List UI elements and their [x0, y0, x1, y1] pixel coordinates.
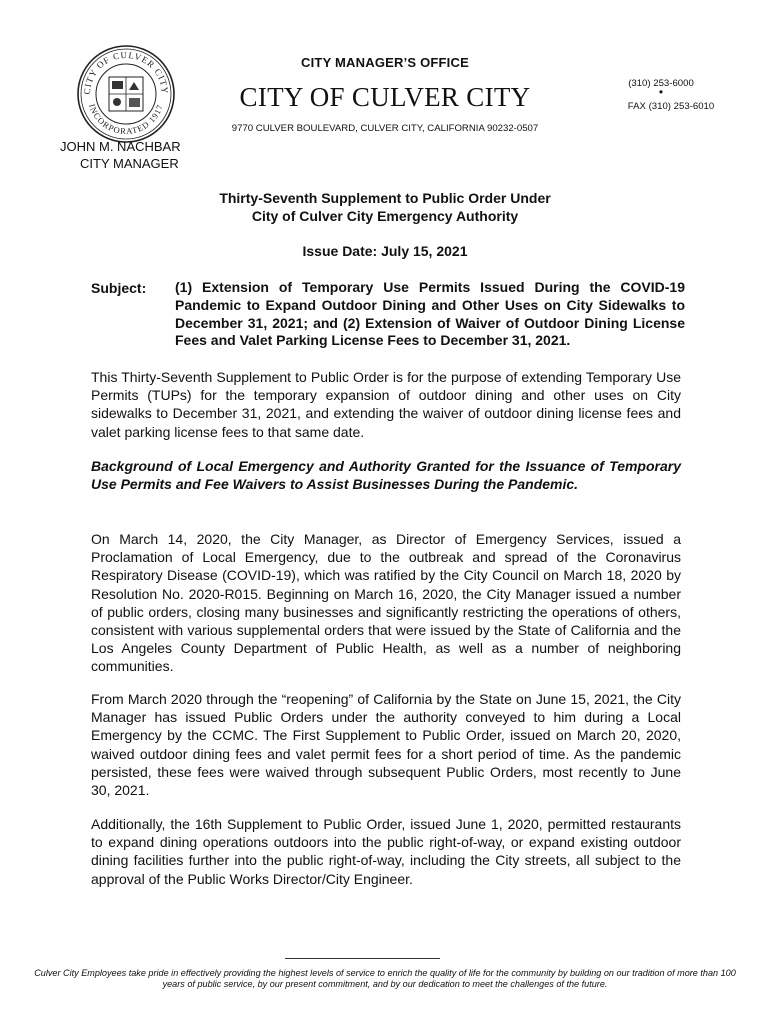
seal-text-top: CITY OF CULVER CITY [81, 49, 171, 95]
city-name: CITY OF CULVER CITY [239, 82, 531, 112]
subject-label: Subject: [91, 280, 147, 296]
paragraph-purpose: This Thirty-Seventh Supplement to Public Order is for the purpose of extending Temporary Use Permits (TUPs) for the temporary expansion of outdoor dining and other uses on City sidewalks to December 31, 2021, and extending the waiver of outdoor dining license fees and valet parking license fees to that same date. [91, 369, 681, 440]
issue-date: Issue Date: July 15, 2021 [302, 243, 468, 259]
subject-text: (1) Extension of Temporary Use Permits Issued During the COVID-19 Pandemic to Expand Outdoor Dining and Other Uses on City Sidewalks to December 31, 2021; and (2) Extension of Waiver of Outdoor Dining License Fees and Valet Parking License Fees to December 31, 2021. [175, 279, 685, 349]
footer-divider [285, 958, 440, 959]
paragraph-reopening: From March 2020 through the “reopening” of California by the State on June 15, 2021, the City Manager has issued Public Orders under the authority conveyed to him during a Local Emergency by the CCMC. The First Supplement to Public Order, issued on March 20, 2020, waived outdoor dining fees and valet permit fees for a short period of time. As the pandemic persisted, these fees were waived through subsequent Public Orders, most recently to June 30, 2021. [91, 691, 681, 799]
city-address: 9770 CULVER BOULEVARD, CULVER CITY, CALIFORNIA 90232-0507 [231, 123, 539, 134]
fax-number: FAX (310) 253-6010 [627, 101, 715, 112]
title-line-2: City of Culver City Emergency Authority [251, 208, 519, 224]
city-seal-icon [76, 44, 176, 144]
contact-separator: • [658, 85, 664, 99]
office-name: CITY MANAGER’S OFFICE [301, 55, 469, 70]
document-title [90, 189, 680, 225]
section-heading: Background of Local Emergency and Authority Granted for the Issuance of Temporary Use Permits and Fee Waivers to Assist Businesses During the Pandemic. [91, 458, 681, 492]
footer-tagline: Culver City Employees take pride in effectively providing the highest levels of service to enrich the quality of life for the community by building on our tradition of more than 100 years of public service, by our present commitment, and by our dedication to meet the challenges of the future. [34, 968, 736, 989]
seal-text-bottom: INCORPORATED 1917 [87, 102, 165, 137]
paragraph-supplement: Additionally, the 16th Supplement to Public Order, issued June 1, 2020, permitted restaurants to expand dining operations outdoors into the public right-of-way, or expand existing outdoor dining facilities further into the public right-of-way, including the City streets, all subject to the approval of the Public Works Director/City Engineer. [91, 816, 681, 887]
manager-name: JOHN M. NACHBAR [60, 139, 181, 154]
phone-number: (310) 253-6000 [628, 78, 694, 89]
paragraph-background: On March 14, 2020, the City Manager, as Director of Emergency Services, issued a Proclamation of Local Emergency, due to the outbreak and spread of the Coronavirus Respiratory Disease (COVID-19), which was ratified by the City Council on March 18, 2020 by Resolution No. 2020-R015. Beginning on March 16, 2020, the City Manager issued a number of public orders, closing many businesses and significantly restricting the operations of others, consistent with various supplemental orders that were issued by the State of California and the Los Angeles County Department of Public Health, as well as a number of neighboring communities. [91, 531, 681, 675]
manager-title: CITY MANAGER [80, 156, 179, 171]
title-line-1: Thirty-Seventh Supplement to Public Order Under [219, 190, 551, 206]
